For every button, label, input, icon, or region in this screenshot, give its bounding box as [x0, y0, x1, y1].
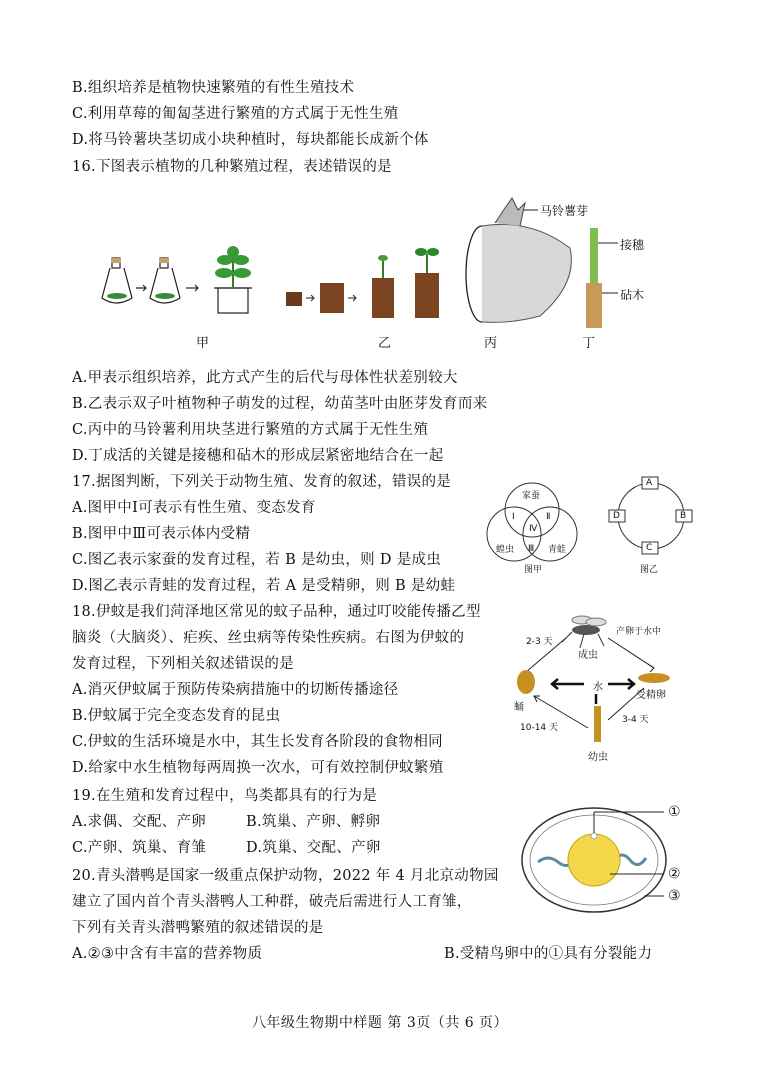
egg-label-2: ② [668, 866, 681, 882]
label-yi: 乙 [378, 336, 392, 351]
question-16-stem: 16.下图表示植物的几种繁殖过程，表述错误的是 [72, 159, 392, 175]
option-line: C.利用草莓的匍匐茎进行繁殖的方式属于无性生殖 [72, 106, 399, 122]
scion-label: 接穗 [620, 238, 645, 252]
q19-option-c: C.产卵、筑巢、育雏 [72, 840, 207, 856]
option-line: B.组织培养是植物快速繁殖的有性生殖技术 [72, 80, 355, 96]
venn-center: Ⅳ [529, 524, 538, 534]
venn-locust: 蝗虫 [496, 545, 515, 555]
question-20-stem: 建立了国内首个青头潜鸭人工种群，破壳后需进行人工育雏， [72, 894, 472, 910]
label-jia: 甲 [196, 336, 210, 351]
question-18-stem: 18.伊蚊是我们菏泽地区常见的蚊子品种，通过叮咬能传播乙型 [72, 604, 481, 620]
q18-option-c: C.伊蚊的生活环境是水中，其生长发育各阶段的食物相同 [72, 734, 443, 750]
egg-figure [514, 800, 694, 920]
question-17-stem: 17.据图判断，下列关于动物生殖、发育的叙述，错误的是 [72, 474, 452, 490]
question-20-stem: 下列有关青头潜鸭繁殖的叙述错误的是 [72, 920, 324, 936]
cycle-caption: 图乙 [640, 565, 659, 575]
label-ding: 丁 [582, 336, 596, 351]
q16-option-b: B.乙表示双子叶植物种子萌发的过程，幼苗茎叶由胚芽发育而来 [72, 396, 488, 412]
rootstock-label: 砧木 [620, 288, 645, 302]
q17-option-b: B.图甲中Ⅲ可表示体内受精 [72, 526, 251, 542]
q19-option-a: A.求偶、交配、产卵 [72, 814, 207, 830]
pupa-label: 蛹 [514, 702, 524, 713]
days-10-14: 10-14 天 [520, 723, 559, 733]
venn-region-3: Ⅲ [528, 544, 535, 554]
mosquito-lifecycle-figure [504, 602, 694, 762]
q19-option-b: B.筑巢、产卵、孵卵 [246, 814, 381, 830]
q17-option-c: C.图乙表示家蚕的发育过程，若 B 是幼虫，则 D 是成虫 [72, 552, 442, 568]
cycle-a: A [646, 478, 653, 488]
q20-option-a: A.②③中含有丰富的营养物质 [72, 946, 263, 962]
option-line: D.将马铃薯块茎切成小块种植时，每块都能长成新个体 [72, 132, 429, 148]
label-bing: 丙 [484, 336, 498, 351]
q19-option-d: D.筑巢、交配、产卵 [246, 840, 381, 856]
cycle-arrows [604, 474, 698, 574]
larva-label: 幼虫 [588, 752, 608, 763]
q17-option-a: A.图甲中Ⅰ可表示有性生殖、变态发育 [72, 500, 316, 516]
days-3-4: 3-4 天 [622, 715, 649, 725]
venn-frog: 青蛙 [548, 545, 567, 555]
days-2-3: 2-3 天 [526, 637, 553, 647]
egg-label-3: ③ [668, 888, 681, 904]
cycle-d: D [613, 511, 620, 521]
venn-region-1: Ⅰ [512, 512, 515, 522]
lay-eggs-label: 产卵于水中 [616, 627, 662, 637]
egg-drawing [514, 800, 694, 920]
cycle-b: B [680, 511, 687, 521]
venn-region-2: Ⅱ [546, 512, 551, 522]
q16-figure [100, 188, 645, 353]
q18-option-a: A.消灭伊蚊属于预防传染病措施中的切断传播途径 [72, 682, 399, 698]
question-20-stem: 20.青头潜鸭是国家一级重点保护动物，2022 年 4 月北京动物园 [72, 868, 499, 884]
q16-option-d: D.丁成活的关键是接穗和砧木的形成层紧密地结合在一起 [72, 448, 444, 464]
question-19-stem: 19.在生殖和发育过程中，鸟类都具有的行为是 [72, 788, 378, 804]
page-footer: 八年级生物期中样题 第 3页（共 6 页） [251, 1015, 509, 1031]
venn-diagram [476, 474, 588, 574]
q17-option-d: D.图乙表示青蛙的发育过程，若 A 是受精卵，则 B 是幼蛙 [72, 578, 456, 594]
q16-option-c: C.丙中的马铃薯利用块茎进行繁殖的方式属于无性生殖 [72, 422, 429, 438]
question-18-stem: 发育过程，下列相关叙述错误的是 [72, 656, 294, 672]
adult-label: 成虫 [578, 650, 598, 661]
water-label: 水 [593, 682, 603, 693]
potato-bud-label: 马铃薯芽 [540, 204, 589, 218]
question-18-stem: 脑炎（大脑炎）、疟疾、丝虫病等传染性疾病。右图为伊蚊的 [72, 630, 465, 646]
cycle-c: C [646, 543, 653, 553]
q16-option-a: A.甲表示组织培养，此方式产生的后代与母体性状差别较大 [72, 370, 458, 386]
venn-caption: 图甲 [524, 565, 543, 575]
egg-label: 受精卵 [636, 690, 666, 701]
venn-silkworm: 家蚕 [522, 491, 541, 501]
q18-option-d: D.给家中水生植物每两周换一次水，可有效控制伊蚊繁殖 [72, 760, 444, 776]
cycle-diagram [604, 474, 698, 574]
q18-option-b: B.伊蚊属于完全变态发育的昆虫 [72, 708, 281, 724]
egg-label-1: ① [668, 804, 681, 820]
q20-option-b: B.受精鸟卵中的①具有分裂能力 [444, 946, 653, 962]
